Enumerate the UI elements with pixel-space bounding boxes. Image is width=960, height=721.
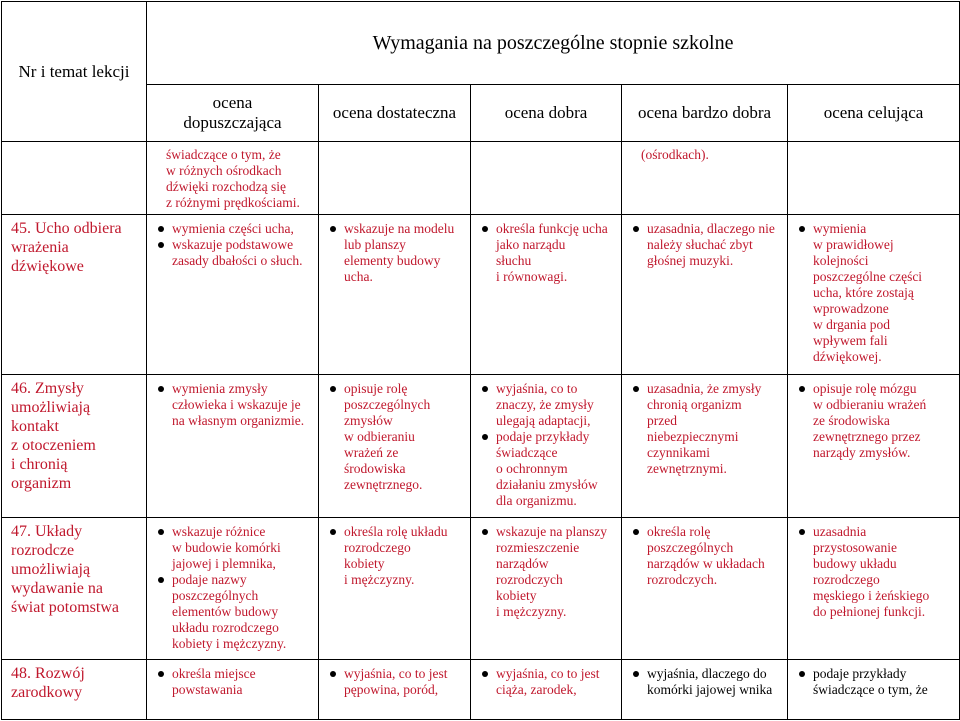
requirement-list: [622, 375, 787, 477]
requirement-cell: [147, 375, 319, 518]
requirement-text: wyjaśnia, dlaczego do komórki jajowej wnika: [647, 666, 773, 697]
requirement-item: [153, 572, 314, 652]
continuation-cell: [622, 142, 788, 215]
requirement-list: [147, 660, 318, 698]
bullet-icon: [158, 242, 164, 248]
requirement-cell: [147, 518, 319, 660]
empty-cell: [471, 142, 622, 215]
requirement-list: [788, 215, 959, 365]
header-lesson-label: Nr i temat lekcji: [2, 2, 147, 142]
requirements-table: [1, 1, 960, 720]
bullet-icon: [482, 671, 488, 677]
requirement-list: [319, 518, 470, 588]
requirement-item: [325, 666, 466, 698]
requirement-text: podaje nazwy poszczególnych elementów budowy układu rozrodczego kobiety i mężczyzny.: [172, 572, 287, 651]
requirement-item: [628, 381, 783, 477]
requirement-list: [471, 375, 621, 509]
requirement-text: wskazuje na modelu lub planszy elementy budowy ucha.: [344, 221, 455, 284]
requirement-list: [147, 518, 318, 652]
bullet-icon: [330, 386, 336, 392]
requirement-text: wskazuje różnice w budowie komórki jajowej i plemnika,: [172, 524, 281, 571]
requirement-list: [471, 660, 621, 698]
requirement-text: wskazuje podstawowe zasady dbałości o słuch.: [172, 237, 303, 268]
requirement-text: wymienia zmysły człowieka i wskazuje je na własnym organizmie.: [172, 381, 305, 428]
requirement-cell: [471, 660, 622, 720]
requirement-cell: [319, 375, 471, 518]
continuation-row: [2, 142, 960, 215]
requirement-list: [319, 215, 470, 285]
requirement-text: opisuje rolę mózgu w odbieraniu wrażeń ze środowiska zewnętrznego przez narządy zmysłów.: [813, 381, 927, 460]
requirement-text: uzasadnia, dlaczego nie należy słuchać zbyt głośnej muzyki.: [647, 221, 775, 268]
requirement-item: [794, 221, 955, 365]
requirement-cell: [319, 215, 471, 375]
requirement-cell: [622, 215, 788, 375]
requirement-cell: [788, 215, 960, 375]
lesson-title: 46. Zmysły umożliwiają kontakt z otoczeniem i chronią organizm: [2, 375, 147, 518]
lesson-row-47: [2, 518, 960, 660]
continuation-text: (ośrodkach).: [641, 147, 709, 162]
requirement-list: [622, 518, 787, 588]
bullet-icon: [799, 529, 805, 535]
requirement-list: [471, 215, 621, 285]
requirement-item: [477, 524, 617, 620]
bullet-icon: [330, 529, 336, 535]
requirement-cell: [319, 660, 471, 720]
requirement-text: opisuje rolę poszczególnych zmysłów w odbieraniu wrażeń ze środowiska zewnętrznego.: [344, 381, 431, 492]
requirement-text: określa funkcję ucha jako narządu słuchu i równowagi.: [496, 221, 608, 284]
requirement-list: [147, 215, 318, 269]
requirement-item: [477, 221, 617, 285]
bullet-icon: [482, 386, 488, 392]
requirement-cell: [471, 375, 622, 518]
requirement-text: podaje przykłady świadczące o ochronnym działaniu zmysłów dla organizmu.: [496, 429, 598, 508]
header-grade-dobra: ocena dobra: [471, 85, 622, 142]
continuation-text: świadczące o tym, że w różnych ośrodkach dźwięki rozchodzą się z różnymi prędkościami.: [166, 147, 300, 210]
requirement-item: [477, 666, 617, 698]
bullet-icon: [633, 386, 639, 392]
lesson-title: 48. Rozwój zarodkowy: [2, 660, 147, 720]
requirement-item: [477, 429, 617, 509]
requirement-text: wyjaśnia, co to jest ciąża, zarodek,: [496, 666, 600, 697]
requirement-item: [153, 381, 314, 429]
requirement-list: [147, 375, 318, 429]
requirement-item: [153, 221, 314, 237]
requirement-cell: [471, 518, 622, 660]
requirement-list: [319, 375, 470, 493]
bullet-icon: [158, 386, 164, 392]
requirement-item: [153, 237, 314, 269]
requirement-cell: [788, 660, 960, 720]
lesson-row-46: [2, 375, 960, 518]
requirement-text: podaje przykłady świadczące o tym, że: [813, 666, 928, 697]
header-main-title: Wymagania na poszczególne stopnie szkolne: [147, 2, 960, 85]
bullet-icon: [799, 671, 805, 677]
bullet-icon: [799, 226, 805, 232]
requirement-text: wymienia części ucha,: [172, 221, 294, 236]
requirement-cell: [622, 660, 788, 720]
lesson-row-48: [2, 660, 960, 720]
requirement-list: [788, 518, 959, 620]
requirement-cell: [788, 375, 960, 518]
bullet-icon: [482, 434, 488, 440]
requirement-item: [794, 666, 955, 698]
header-grade-dopuszczajaca: ocena dopuszczająca: [147, 85, 319, 142]
requirement-text: uzasadnia, że zmysły chronią organizm przed niebezpiecznymi czynnikami zewnętrznymi.: [647, 381, 762, 476]
requirement-list: [622, 660, 787, 698]
requirement-list: [319, 660, 470, 698]
bullet-icon: [158, 529, 164, 535]
header-grade-celujaca: ocena celująca: [788, 85, 960, 142]
requirement-text: wskazuje na planszy rozmieszczenie narządów rozrodczych kobiety i mężczyzny.: [496, 524, 607, 619]
requirement-list: [622, 215, 787, 269]
requirement-text: określa miejsce powstawania: [172, 666, 256, 697]
requirement-cell: [471, 215, 622, 375]
bullet-icon: [158, 226, 164, 232]
empty-cell: [788, 142, 960, 215]
requirement-text: określa rolę układu rozrodczego kobiety i mężczyzny.: [344, 524, 448, 587]
requirement-text: wymienia w prawidłowej kolejności poszczególne części ucha, które zostają wprowadzone w drgania pod wpływem fali dźwiękowej.: [813, 221, 923, 364]
requirement-item: [794, 524, 955, 620]
bullet-icon: [158, 671, 164, 677]
lesson-row-45: [2, 215, 960, 375]
bullet-icon: [330, 671, 336, 677]
empty-cell: [319, 142, 471, 215]
requirement-list: [471, 518, 621, 620]
requirement-text: określa rolę poszczególnych narządów w układach rozrodczych.: [647, 524, 765, 587]
requirement-item: [153, 666, 314, 698]
bullet-icon: [633, 529, 639, 535]
bullet-icon: [633, 226, 639, 232]
requirement-cell: [788, 518, 960, 660]
requirement-item: [153, 524, 314, 572]
requirement-text: wyjaśnia, co to znaczy, że zmysły ulegają adaptacji,: [496, 381, 594, 428]
header-grade-bardzo-dobra: ocena bardzo dobra: [622, 85, 788, 142]
requirement-text: uzasadnia przystosowanie budowy układu rozrodczego męskiego i żeńskiego do pełnionej funkcji.: [813, 524, 930, 619]
bullet-icon: [482, 529, 488, 535]
requirement-cell: [319, 518, 471, 660]
bullet-icon: [799, 386, 805, 392]
requirement-cell: [622, 375, 788, 518]
bullet-icon: [482, 226, 488, 232]
requirement-item: [628, 221, 783, 269]
bullet-icon: [330, 226, 336, 232]
requirement-item: [628, 666, 783, 698]
requirement-item: [628, 524, 783, 588]
lesson-title: 45. Ucho odbiera wrażenia dźwiękowe: [2, 215, 147, 375]
requirement-item: [794, 381, 955, 461]
requirement-item: [325, 221, 466, 285]
requirement-cell: [622, 518, 788, 660]
requirement-item: [477, 381, 617, 429]
lesson-cell-empty: [2, 142, 147, 215]
requirement-item: [325, 381, 466, 493]
requirement-text: wyjaśnia, co to jest pępowina, poród,: [344, 666, 448, 697]
bullet-icon: [158, 577, 164, 583]
requirement-cell: [147, 660, 319, 720]
requirement-item: [325, 524, 466, 588]
lesson-title: 47. Układy rozrodcze umożliwiają wydawanie na świat potomstwa: [2, 518, 147, 660]
header-grade-dostateczna: ocena dostateczna: [319, 85, 471, 142]
bullet-icon: [633, 671, 639, 677]
continuation-cell: [147, 142, 319, 215]
requirement-list: [788, 660, 959, 698]
requirement-list: [788, 375, 959, 461]
requirement-cell: [147, 215, 319, 375]
